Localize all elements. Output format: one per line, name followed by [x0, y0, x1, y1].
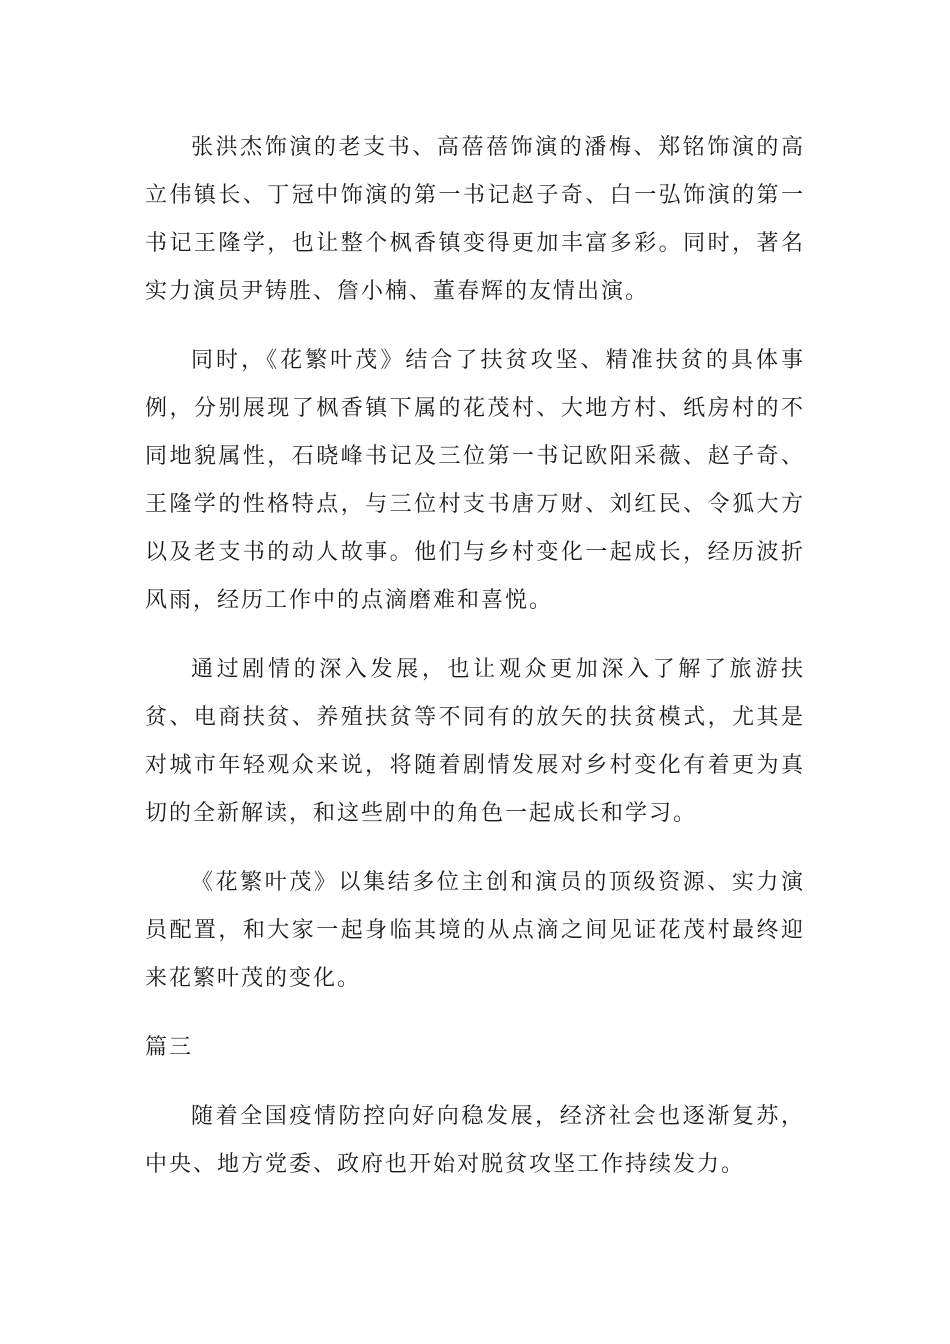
paragraph-summary: 《花繁叶茂》以集结多位主创和演员的顶级资源、实力演员配置，和大家一起身临其境的从点滴之间见证花茂村最终迎来花繁叶茂的变化。: [145, 870, 805, 991]
paragraph-plot-development: 通过剧情的深入发展，也让观众更加深入了解了旅游扶贫、电商扶贫、养殖扶贫等不同有的放矢的扶贫模式，尤其是对城市年轻观众来说，将随着剧情发展对乡村变化有着更为真切的全新解读，和这些剧中的角色一起成长和学习。: [145, 657, 805, 826]
paragraph-section-three: 随着全国疫情防控向好向稳发展，经济社会也逐渐复苏，中央、地方党委、政府也开始对脱贫攻坚工作持续发力。: [145, 1104, 805, 1177]
section-heading: 篇三: [145, 1035, 194, 1060]
document-body: [145, 124, 805, 1210]
paragraph-cast: 张洪杰饰演的老支书、高蓓蓓饰演的潘梅、郑铭饰演的高立伟镇长、丁冠中饰演的第一书记赵子奇、白一弘饰演的第一书记王隆学，也让整个枫香镇变得更加丰富多彩。同时，著名实力演员尹铸胜、詹小楠、董春辉的友情出演。: [145, 135, 805, 304]
paragraph-poverty-alleviation: 同时，《花繁叶茂》结合了扶贫攻坚、精准扶贫的具体事例，分别展现了枫香镇下属的花茂村、大地方村、纸房村的不同地貌属性，石晓峰书记及三位第一书记欧阳采薇、赵子奇、王隆学的性格特点，与三位村支书唐万财、刘红民、令狐大方以及老支书的动人故事。他们与乡村变化一起成长，经历波折风雨，经历工作中的点滴磨难和喜悦。: [145, 348, 805, 613]
